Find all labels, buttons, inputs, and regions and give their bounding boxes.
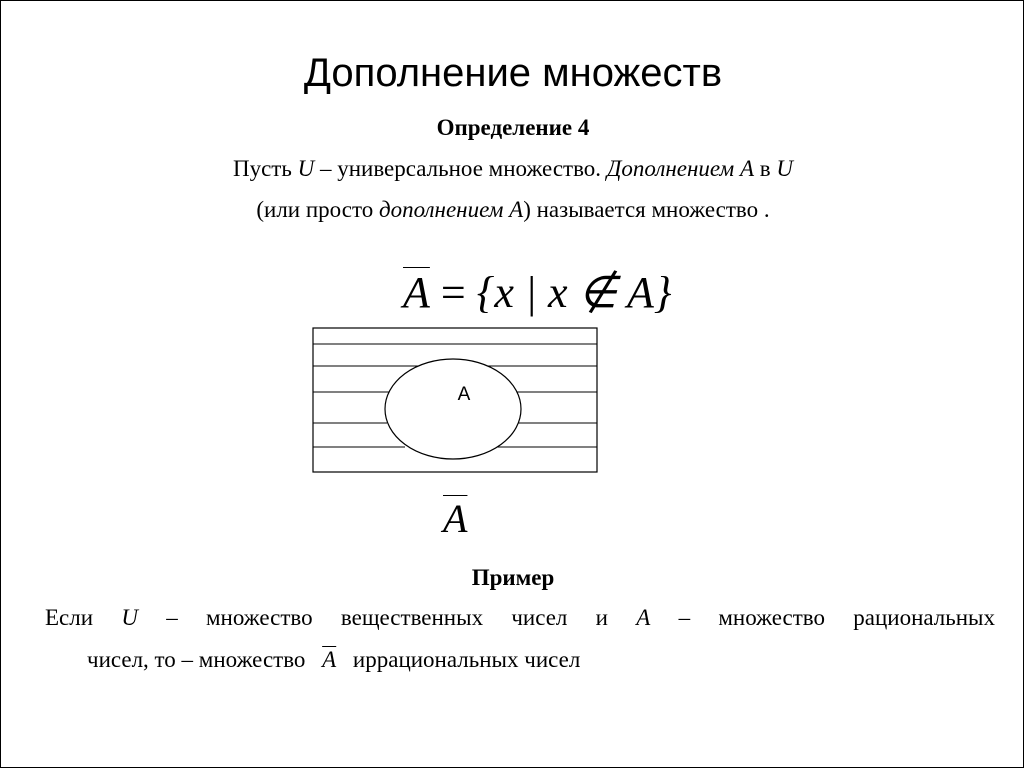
complement-symbol: $\overline{A}$: [322, 647, 337, 672]
definition-term: дополнением A: [378, 197, 524, 222]
universal-set-symbol: U: [297, 156, 315, 181]
definition-line-2: [1, 195, 1024, 225]
example-line-2: [87, 645, 580, 675]
formula-complement-symbol: $\overline{A}$: [403, 268, 430, 317]
set-a-symbol: A: [636, 605, 651, 630]
slide-title: Дополнение множеств: [303, 51, 723, 95]
definition-text: (или просто: [256, 197, 379, 222]
universal-set-symbol: U: [121, 605, 138, 630]
definition-text: – универсальное множество.: [314, 156, 607, 181]
example-text: иррациональных чисел: [347, 647, 581, 672]
complement-label: $\overline{A}$: [443, 496, 468, 541]
formula-equals: =: [429, 268, 477, 317]
example-text: Если: [45, 605, 122, 630]
definition-text: в: [754, 156, 777, 181]
universal-set-symbol: U: [776, 156, 794, 181]
example-line-1: [45, 603, 995, 633]
definition-text: Пусть: [232, 156, 298, 181]
example-heading: Пример: [471, 565, 555, 590]
example-text: – множество рациональных: [650, 605, 996, 630]
complement-formula: [403, 265, 671, 321]
example-text: – множество вещественных чисел и: [137, 605, 637, 630]
definition-line-1: [1, 154, 1024, 184]
definition-text: ) называется множество .: [523, 197, 770, 222]
example-text: чисел, то – множество: [87, 647, 312, 672]
definition-heading: Определение 4: [436, 115, 590, 140]
definition-term: Дополнением A: [606, 156, 755, 181]
set-a-label: A: [457, 384, 471, 405]
venn-diagram: [301, 319, 611, 489]
formula-set-builder: {x | x ∉ A}: [476, 268, 672, 317]
set-a-ellipse: [385, 359, 521, 459]
